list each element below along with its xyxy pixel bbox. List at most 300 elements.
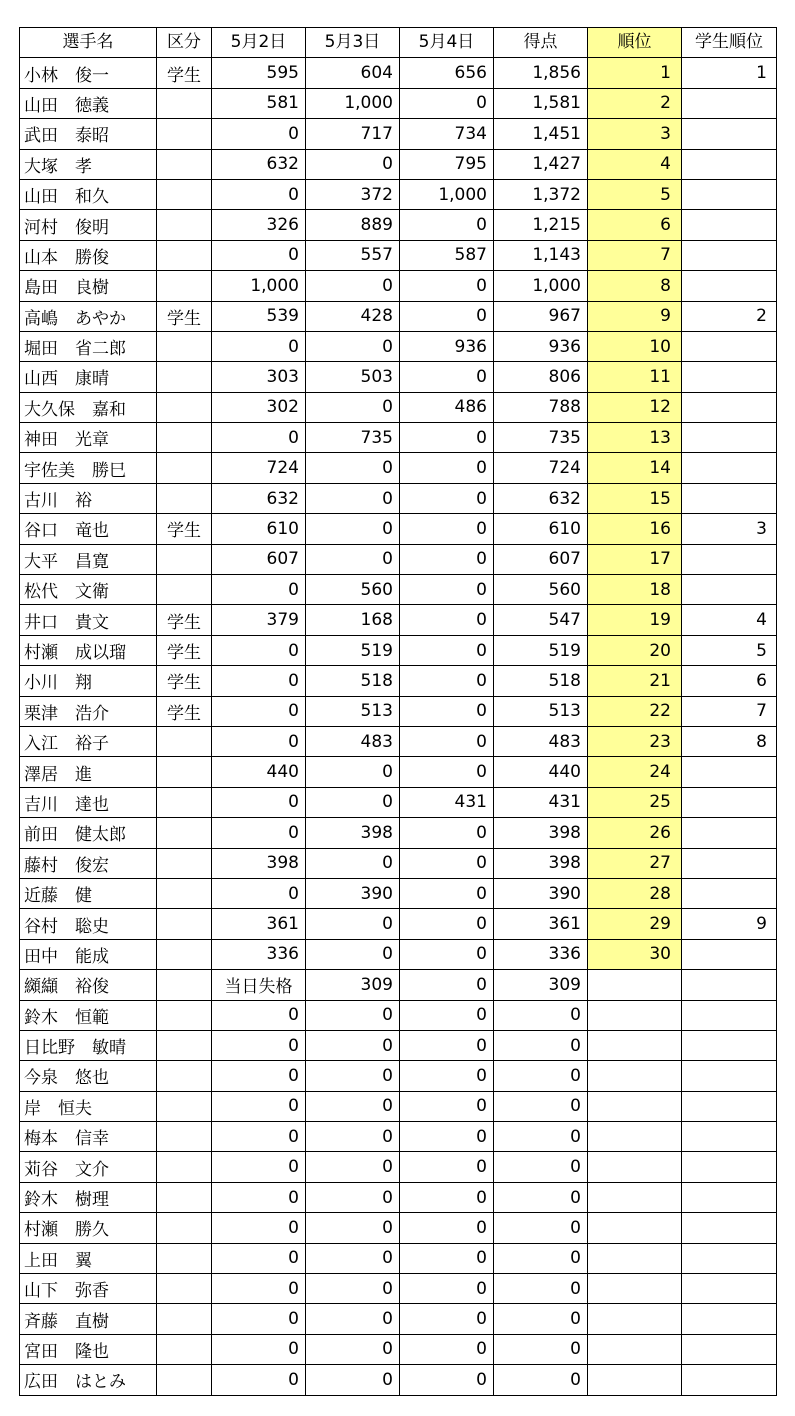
rank-cell: 27 bbox=[588, 848, 682, 878]
player-name-cell: 吉川 達也 bbox=[20, 787, 157, 817]
day1-score-cell: 0 bbox=[212, 1152, 306, 1182]
player-name-cell: 神田 光章 bbox=[20, 423, 157, 453]
table-row bbox=[20, 1030, 777, 1060]
table-row bbox=[20, 878, 777, 908]
total-score-cell: 519 bbox=[494, 635, 588, 665]
category-cell bbox=[157, 88, 212, 118]
student-rank-cell bbox=[682, 149, 777, 179]
category-cell bbox=[157, 1030, 212, 1060]
day3-score-cell: 0 bbox=[400, 1243, 494, 1273]
rank-cell: 6 bbox=[588, 210, 682, 240]
header-day1: 5月2日 bbox=[212, 28, 306, 58]
table-row bbox=[20, 666, 777, 696]
student-rank-cell bbox=[682, 1243, 777, 1273]
table-row bbox=[20, 1091, 777, 1121]
day2-score-cell: 0 bbox=[306, 939, 400, 969]
table-row bbox=[20, 1000, 777, 1030]
day3-score-cell: 656 bbox=[400, 58, 494, 88]
day3-score-cell: 0 bbox=[400, 939, 494, 969]
total-score-cell: 0 bbox=[494, 1061, 588, 1091]
day2-score-cell: 560 bbox=[306, 575, 400, 605]
student-rank-cell bbox=[682, 483, 777, 513]
category-cell bbox=[157, 726, 212, 756]
student-rank-cell bbox=[682, 878, 777, 908]
category-cell: 学生 bbox=[157, 58, 212, 88]
table-row bbox=[20, 1152, 777, 1182]
day2-score-cell: 518 bbox=[306, 666, 400, 696]
day1-score-cell: 0 bbox=[212, 878, 306, 908]
total-score-cell: 1,143 bbox=[494, 240, 588, 270]
rank-cell: 26 bbox=[588, 818, 682, 848]
day3-score-cell: 0 bbox=[400, 301, 494, 331]
rank-cell bbox=[588, 1304, 682, 1334]
rank-cell: 3 bbox=[588, 119, 682, 149]
day3-score-cell: 0 bbox=[400, 453, 494, 483]
category-cell bbox=[157, 939, 212, 969]
total-score-cell: 0 bbox=[494, 1030, 588, 1060]
day2-score-cell: 1,000 bbox=[306, 88, 400, 118]
day3-score-cell: 795 bbox=[400, 149, 494, 179]
table-row bbox=[20, 1213, 777, 1243]
rank-cell bbox=[588, 1213, 682, 1243]
total-score-cell: 431 bbox=[494, 787, 588, 817]
student-rank-cell bbox=[682, 1182, 777, 1212]
category-cell bbox=[157, 1365, 212, 1395]
student-rank-cell bbox=[682, 757, 777, 787]
day2-score-cell: 0 bbox=[306, 1213, 400, 1243]
player-name-cell: 堀田 省二郎 bbox=[20, 331, 157, 361]
day3-score-cell: 486 bbox=[400, 392, 494, 422]
player-name-cell: 斉藤 直樹 bbox=[20, 1304, 157, 1334]
category-cell bbox=[157, 1000, 212, 1030]
student-rank-cell bbox=[682, 1091, 777, 1121]
day2-score-cell: 519 bbox=[306, 635, 400, 665]
table-row bbox=[20, 301, 777, 331]
student-rank-cell bbox=[682, 1334, 777, 1364]
category-cell bbox=[157, 271, 212, 301]
day1-score-cell: 0 bbox=[212, 1304, 306, 1334]
table-row bbox=[20, 1122, 777, 1152]
category-cell: 学生 bbox=[157, 514, 212, 544]
day2-score-cell: 309 bbox=[306, 970, 400, 1000]
day3-score-cell: 0 bbox=[400, 1152, 494, 1182]
day2-score-cell: 717 bbox=[306, 119, 400, 149]
day3-score-cell: 0 bbox=[400, 696, 494, 726]
table-row bbox=[20, 58, 777, 88]
table-row bbox=[20, 362, 777, 392]
day3-score-cell: 0 bbox=[400, 666, 494, 696]
total-score-cell: 607 bbox=[494, 544, 588, 574]
day2-score-cell: 0 bbox=[306, 1243, 400, 1273]
rank-cell: 20 bbox=[588, 635, 682, 665]
student-rank-cell bbox=[682, 1000, 777, 1030]
day1-score-cell: 0 bbox=[212, 1334, 306, 1364]
table-row bbox=[20, 635, 777, 665]
total-score-cell: 0 bbox=[494, 1000, 588, 1030]
table-row bbox=[20, 149, 777, 179]
rank-cell: 9 bbox=[588, 301, 682, 331]
day1-score-cell: 724 bbox=[212, 453, 306, 483]
day3-score-cell: 0 bbox=[400, 878, 494, 908]
player-name-cell: 河村 俊明 bbox=[20, 210, 157, 240]
day3-score-cell: 0 bbox=[400, 1274, 494, 1304]
rank-cell bbox=[588, 1365, 682, 1395]
category-cell: 学生 bbox=[157, 605, 212, 635]
day3-score-cell: 0 bbox=[400, 514, 494, 544]
total-score-cell: 513 bbox=[494, 696, 588, 726]
day1-score-cell: 607 bbox=[212, 544, 306, 574]
day2-score-cell: 0 bbox=[306, 1334, 400, 1364]
student-rank-cell bbox=[682, 1152, 777, 1182]
total-score-cell: 518 bbox=[494, 666, 588, 696]
total-score-cell: 1,581 bbox=[494, 88, 588, 118]
day3-score-cell: 0 bbox=[400, 483, 494, 513]
student-rank-cell bbox=[682, 1030, 777, 1060]
day3-score-cell: 0 bbox=[400, 1365, 494, 1395]
day2-score-cell: 0 bbox=[306, 1365, 400, 1395]
day2-score-cell: 604 bbox=[306, 58, 400, 88]
category-cell bbox=[157, 848, 212, 878]
day1-score-cell: 0 bbox=[212, 1091, 306, 1121]
total-score-cell: 0 bbox=[494, 1334, 588, 1364]
rank-cell: 14 bbox=[588, 453, 682, 483]
total-score-cell: 0 bbox=[494, 1091, 588, 1121]
day3-score-cell: 431 bbox=[400, 787, 494, 817]
rank-cell: 16 bbox=[588, 514, 682, 544]
student-rank-cell bbox=[682, 1274, 777, 1304]
day3-score-cell: 1,000 bbox=[400, 179, 494, 209]
day1-score-cell: 0 bbox=[212, 1365, 306, 1395]
day2-score-cell: 557 bbox=[306, 240, 400, 270]
day1-score-cell: 0 bbox=[212, 666, 306, 696]
day2-score-cell: 735 bbox=[306, 423, 400, 453]
table-row bbox=[20, 970, 777, 1000]
day3-score-cell: 0 bbox=[400, 1091, 494, 1121]
table-row bbox=[20, 575, 777, 605]
day1-score-cell: 336 bbox=[212, 939, 306, 969]
day2-score-cell: 398 bbox=[306, 818, 400, 848]
table-row bbox=[20, 1243, 777, 1273]
player-name-cell: 村瀬 成以瑠 bbox=[20, 635, 157, 665]
day3-score-cell: 0 bbox=[400, 423, 494, 453]
player-name-cell: 岸 恒夫 bbox=[20, 1091, 157, 1121]
day3-score-cell: 0 bbox=[400, 544, 494, 574]
category-cell bbox=[157, 179, 212, 209]
total-score-cell: 936 bbox=[494, 331, 588, 361]
category-cell bbox=[157, 1152, 212, 1182]
total-score-cell: 1,856 bbox=[494, 58, 588, 88]
day3-score-cell: 0 bbox=[400, 88, 494, 118]
day3-score-cell: 0 bbox=[400, 1122, 494, 1152]
table-row bbox=[20, 423, 777, 453]
day2-score-cell: 0 bbox=[306, 1061, 400, 1091]
total-score-cell: 1,000 bbox=[494, 271, 588, 301]
day1-score-cell: 581 bbox=[212, 88, 306, 118]
day2-score-cell: 0 bbox=[306, 514, 400, 544]
total-score-cell: 547 bbox=[494, 605, 588, 635]
day1-score-cell: 0 bbox=[212, 635, 306, 665]
student-rank-cell: 6 bbox=[682, 666, 777, 696]
player-name-cell: 近藤 健 bbox=[20, 878, 157, 908]
category-cell bbox=[157, 453, 212, 483]
rank-cell: 21 bbox=[588, 666, 682, 696]
day2-score-cell: 372 bbox=[306, 179, 400, 209]
table-row bbox=[20, 331, 777, 361]
category-cell bbox=[157, 787, 212, 817]
day2-score-cell: 0 bbox=[306, 1091, 400, 1121]
rank-cell: 7 bbox=[588, 240, 682, 270]
student-rank-cell: 4 bbox=[682, 605, 777, 635]
rank-cell: 30 bbox=[588, 939, 682, 969]
student-rank-cell bbox=[682, 453, 777, 483]
day2-score-cell: 0 bbox=[306, 1182, 400, 1212]
student-rank-cell bbox=[682, 1122, 777, 1152]
player-name-cell: 田中 能成 bbox=[20, 939, 157, 969]
day3-score-cell: 0 bbox=[400, 362, 494, 392]
total-score-cell: 336 bbox=[494, 939, 588, 969]
rank-cell: 13 bbox=[588, 423, 682, 453]
header-category: 区分 bbox=[157, 28, 212, 58]
player-name-cell: 纐纈 裕俊 bbox=[20, 970, 157, 1000]
total-score-cell: 483 bbox=[494, 726, 588, 756]
day2-score-cell: 0 bbox=[306, 1152, 400, 1182]
day2-score-cell: 0 bbox=[306, 331, 400, 361]
category-cell bbox=[157, 1334, 212, 1364]
student-rank-cell bbox=[682, 575, 777, 605]
table-row bbox=[20, 1061, 777, 1091]
player-name-cell: 前田 健太郎 bbox=[20, 818, 157, 848]
table-row bbox=[20, 605, 777, 635]
day2-score-cell: 0 bbox=[306, 544, 400, 574]
day1-score-cell: 0 bbox=[212, 1182, 306, 1212]
table-row bbox=[20, 119, 777, 149]
rank-cell: 10 bbox=[588, 331, 682, 361]
rank-cell: 4 bbox=[588, 149, 682, 179]
day2-score-cell: 513 bbox=[306, 696, 400, 726]
player-name-cell: 鈴木 樹理 bbox=[20, 1182, 157, 1212]
day1-score-cell: 326 bbox=[212, 210, 306, 240]
day3-score-cell: 0 bbox=[400, 909, 494, 939]
category-cell bbox=[157, 392, 212, 422]
table-row bbox=[20, 939, 777, 969]
rank-cell: 24 bbox=[588, 757, 682, 787]
day2-score-cell: 483 bbox=[306, 726, 400, 756]
day3-score-cell: 0 bbox=[400, 1304, 494, 1334]
day2-score-cell: 0 bbox=[306, 1000, 400, 1030]
rank-cell bbox=[588, 1182, 682, 1212]
day1-score-cell: 0 bbox=[212, 1000, 306, 1030]
player-name-cell: 山下 弥香 bbox=[20, 1274, 157, 1304]
table-row bbox=[20, 1334, 777, 1364]
rank-cell: 18 bbox=[588, 575, 682, 605]
rank-cell bbox=[588, 1243, 682, 1273]
header-player-name: 選手名 bbox=[20, 28, 157, 58]
header-student-rank: 学生順位 bbox=[682, 28, 777, 58]
header-total: 得点 bbox=[494, 28, 588, 58]
rank-cell: 28 bbox=[588, 878, 682, 908]
student-rank-cell bbox=[682, 970, 777, 1000]
total-score-cell: 398 bbox=[494, 818, 588, 848]
table-row bbox=[20, 1304, 777, 1334]
total-score-cell: 1,215 bbox=[494, 210, 588, 240]
day3-score-cell: 0 bbox=[400, 1334, 494, 1364]
total-score-cell: 0 bbox=[494, 1365, 588, 1395]
total-score-cell: 724 bbox=[494, 453, 588, 483]
day3-score-cell: 0 bbox=[400, 1030, 494, 1060]
day2-score-cell: 0 bbox=[306, 453, 400, 483]
rank-cell: 25 bbox=[588, 787, 682, 817]
rank-cell: 19 bbox=[588, 605, 682, 635]
table-row bbox=[20, 1365, 777, 1395]
rank-cell: 1 bbox=[588, 58, 682, 88]
rank-cell bbox=[588, 1122, 682, 1152]
rank-cell: 22 bbox=[588, 696, 682, 726]
player-name-cell: 上田 翼 bbox=[20, 1243, 157, 1273]
student-rank-cell bbox=[682, 210, 777, 240]
category-cell bbox=[157, 240, 212, 270]
student-rank-cell bbox=[682, 818, 777, 848]
day3-score-cell: 0 bbox=[400, 1213, 494, 1243]
day1-score-cell: 0 bbox=[212, 119, 306, 149]
category-cell bbox=[157, 757, 212, 787]
day1-score-cell: 0 bbox=[212, 1030, 306, 1060]
day1-score-cell: 0 bbox=[212, 1061, 306, 1091]
day3-score-cell: 0 bbox=[400, 271, 494, 301]
student-rank-cell: 9 bbox=[682, 909, 777, 939]
category-cell bbox=[157, 423, 212, 453]
player-name-cell: 宮田 隆也 bbox=[20, 1334, 157, 1364]
total-score-cell: 390 bbox=[494, 878, 588, 908]
rank-cell: 2 bbox=[588, 88, 682, 118]
player-name-cell: 山西 康晴 bbox=[20, 362, 157, 392]
student-rank-cell bbox=[682, 331, 777, 361]
day3-score-cell: 0 bbox=[400, 575, 494, 605]
category-cell bbox=[157, 970, 212, 1000]
day2-score-cell: 0 bbox=[306, 848, 400, 878]
day3-score-cell: 0 bbox=[400, 1182, 494, 1212]
category-cell bbox=[157, 1122, 212, 1152]
day1-score-cell: 1,000 bbox=[212, 271, 306, 301]
day1-score-cell: 0 bbox=[212, 575, 306, 605]
day1-score-cell: 0 bbox=[212, 1243, 306, 1273]
player-name-cell: 梅本 信幸 bbox=[20, 1122, 157, 1152]
rank-cell bbox=[588, 1152, 682, 1182]
player-name-cell: 谷口 竜也 bbox=[20, 514, 157, 544]
student-rank-cell bbox=[682, 271, 777, 301]
table-row bbox=[20, 179, 777, 209]
table-row bbox=[20, 757, 777, 787]
day2-score-cell: 0 bbox=[306, 1030, 400, 1060]
total-score-cell: 788 bbox=[494, 392, 588, 422]
day1-score-cell: 632 bbox=[212, 483, 306, 513]
category-cell bbox=[157, 878, 212, 908]
day2-score-cell: 0 bbox=[306, 1274, 400, 1304]
rank-cell bbox=[588, 1334, 682, 1364]
total-score-cell: 610 bbox=[494, 514, 588, 544]
day3-score-cell: 0 bbox=[400, 818, 494, 848]
student-rank-cell bbox=[682, 1365, 777, 1395]
player-name-cell: 宇佐美 勝巳 bbox=[20, 453, 157, 483]
student-rank-cell bbox=[682, 392, 777, 422]
day1-score-cell: 0 bbox=[212, 1122, 306, 1152]
student-rank-cell: 1 bbox=[682, 58, 777, 88]
player-name-cell: 武田 泰昭 bbox=[20, 119, 157, 149]
table-row bbox=[20, 453, 777, 483]
day1-score-cell: 632 bbox=[212, 149, 306, 179]
player-name-cell: 井口 貴文 bbox=[20, 605, 157, 635]
day3-score-cell: 0 bbox=[400, 1000, 494, 1030]
day2-score-cell: 0 bbox=[306, 787, 400, 817]
player-name-cell: 広田 はとみ bbox=[20, 1365, 157, 1395]
day3-score-cell: 0 bbox=[400, 848, 494, 878]
rank-cell: 23 bbox=[588, 726, 682, 756]
rank-cell: 12 bbox=[588, 392, 682, 422]
player-name-cell: 大塚 孝 bbox=[20, 149, 157, 179]
rank-cell bbox=[588, 1274, 682, 1304]
player-name-cell: 谷村 聡史 bbox=[20, 909, 157, 939]
category-cell bbox=[157, 544, 212, 574]
table-row bbox=[20, 514, 777, 544]
day1-score-cell: 0 bbox=[212, 331, 306, 361]
student-rank-cell bbox=[682, 179, 777, 209]
day2-score-cell: 0 bbox=[306, 392, 400, 422]
total-score-cell: 309 bbox=[494, 970, 588, 1000]
day2-score-cell: 0 bbox=[306, 483, 400, 513]
total-score-cell: 0 bbox=[494, 1304, 588, 1334]
day1-score-cell: 440 bbox=[212, 757, 306, 787]
category-cell bbox=[157, 1304, 212, 1334]
day1-score-cell: 0 bbox=[212, 423, 306, 453]
player-name-cell: 高嶋 あやか bbox=[20, 301, 157, 331]
player-name-cell: 日比野 敏晴 bbox=[20, 1030, 157, 1060]
table-row bbox=[20, 240, 777, 270]
player-name-cell: 山田 和久 bbox=[20, 179, 157, 209]
table-row bbox=[20, 271, 777, 301]
category-cell bbox=[157, 331, 212, 361]
player-name-cell: 鈴木 恒範 bbox=[20, 1000, 157, 1030]
player-name-cell: 今泉 悠也 bbox=[20, 1061, 157, 1091]
student-rank-cell bbox=[682, 88, 777, 118]
total-score-cell: 0 bbox=[494, 1152, 588, 1182]
day1-score-cell: 当日失格 bbox=[212, 970, 306, 1000]
day1-score-cell: 361 bbox=[212, 909, 306, 939]
player-name-cell: 大久保 嘉和 bbox=[20, 392, 157, 422]
day3-score-cell: 0 bbox=[400, 1061, 494, 1091]
total-score-cell: 806 bbox=[494, 362, 588, 392]
category-cell bbox=[157, 1091, 212, 1121]
student-rank-cell bbox=[682, 1304, 777, 1334]
day1-score-cell: 0 bbox=[212, 1213, 306, 1243]
day1-score-cell: 0 bbox=[212, 179, 306, 209]
category-cell: 学生 bbox=[157, 635, 212, 665]
day2-score-cell: 0 bbox=[306, 271, 400, 301]
day1-score-cell: 0 bbox=[212, 787, 306, 817]
rank-cell bbox=[588, 1091, 682, 1121]
player-name-cell: 苅谷 文介 bbox=[20, 1152, 157, 1182]
category-cell: 学生 bbox=[157, 696, 212, 726]
day2-score-cell: 390 bbox=[306, 878, 400, 908]
player-name-cell: 松代 文衛 bbox=[20, 575, 157, 605]
total-score-cell: 735 bbox=[494, 423, 588, 453]
player-name-cell: 山田 徳義 bbox=[20, 88, 157, 118]
day1-score-cell: 0 bbox=[212, 818, 306, 848]
player-name-cell: 小川 翔 bbox=[20, 666, 157, 696]
table-row bbox=[20, 848, 777, 878]
rank-cell: 17 bbox=[588, 544, 682, 574]
category-cell bbox=[157, 1274, 212, 1304]
rank-cell bbox=[588, 1030, 682, 1060]
student-rank-cell: 8 bbox=[682, 726, 777, 756]
